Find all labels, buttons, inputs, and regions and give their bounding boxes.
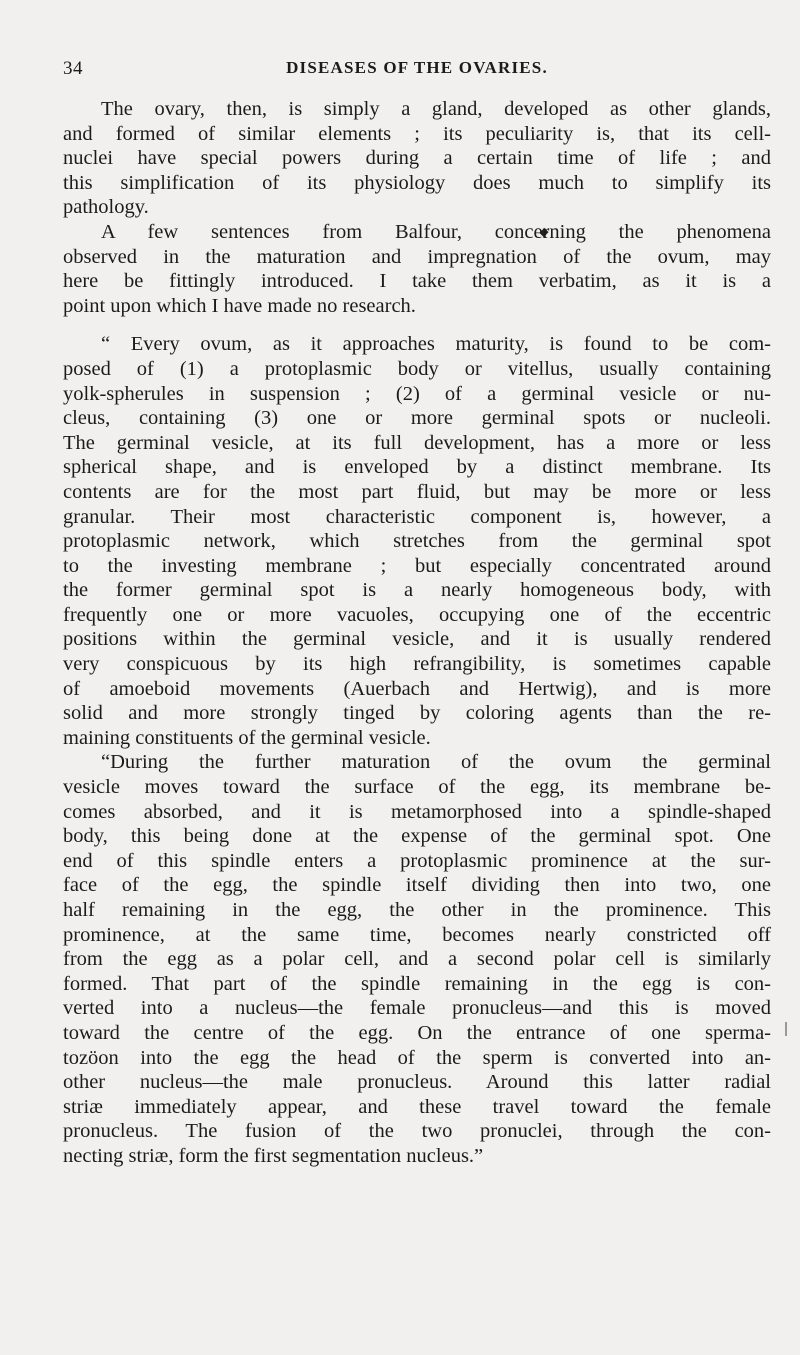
text-line: nuclei have special powers during a certain time of life ; and (63, 147, 771, 170)
paragraph-ovary-gland (63, 97, 771, 220)
text-line: The germinal vesicle, at its full development, has a more or less (63, 431, 771, 454)
body-text (63, 97, 771, 1169)
text-line: positions within the germinal vesicle, and it is usually rendered (63, 628, 771, 651)
text-line: and formed of similar elements ; its peculiarity is, that its cell- (63, 122, 771, 145)
text-line: from the egg as a polar cell, and a second polar cell is similarly (63, 948, 771, 971)
text-line: face of the egg, the spindle itself dividing then into two, one (63, 874, 771, 897)
text-line: the former germinal spot is a nearly homogeneous body, with (63, 579, 771, 602)
text-line: end of this spindle enters a protoplasmic prominence at the sur- (63, 849, 771, 872)
text-line: vesicle moves toward the surface of the egg, its membrane be- (63, 776, 771, 799)
text-line: solid and more strongly tinged by coloring agents than the re- (63, 702, 771, 725)
text-line: to the investing membrane ; but especially concentrated around (63, 554, 771, 577)
text-line: spherical shape, and is enveloped by a distinct membrane. Its (63, 456, 771, 479)
text-line: this simplification of its physiology does much to simplify its (63, 171, 771, 194)
text-line: formed. That part of the spindle remaining in the egg is con- (63, 972, 771, 995)
text-line: toward the centre of the egg. On the entrance of one sperma- (63, 1021, 771, 1044)
text-line: maining constituents of the germinal vesicle. (63, 726, 431, 749)
paragraph-quote-ovum (63, 332, 771, 750)
text-line: very conspicuous by its high refrangibility, is sometimes capable (63, 653, 771, 676)
text-line: pathology. (63, 196, 149, 219)
text-line: tozöon into the egg the head of the sperm is converted into an- (63, 1046, 771, 1069)
text-line: necting striæ, form the first segmentation nucleus.” (63, 1144, 484, 1167)
text-line: “ Every ovum, as it approaches maturity, is found to be com- (101, 333, 771, 356)
text-line: protoplasmic network, which stretches from the germinal spot (63, 530, 771, 553)
text-line: contents are for the most part fluid, but may be more or less (63, 480, 771, 503)
margin-mark (785, 1022, 787, 1036)
running-head: DISEASES OF THE OVARIES. (286, 58, 548, 77)
text-line: here be fittingly introduced. I take them verbatim, as it is a (63, 270, 771, 293)
text-line: body, this being done at the expense of the germinal spot. One (63, 825, 771, 848)
text-line: frequently one or more vacuoles, occupying one of the eccentric (63, 603, 771, 626)
text-line: “During the further maturation of the ovum the germinal (101, 751, 771, 774)
text-line: prominence, at the same time, becomes nearly constricted off (63, 923, 771, 946)
text-line: The ovary, then, is simply a gland, developed as other glands, (101, 98, 771, 120)
text-line: comes absorbed, and it is metamorphosed into a spindle-shaped (63, 800, 771, 823)
page-header (63, 58, 771, 84)
paragraph-balfour-intro (63, 220, 771, 318)
text-line: half remaining in the egg, the other in the prominence. This (63, 899, 771, 921)
text-line: of amoeboid movements (Auerbach and Hertwig), and is more (63, 677, 771, 700)
text-line: yolk-spherules in suspension ; (2) of a germinal vesicle or nu- (63, 382, 771, 405)
text-line: verted into a nucleus—the female pronucleus—and this is moved (63, 997, 771, 1020)
text-line: point upon which I have made no research. (63, 294, 416, 317)
text-line: granular. Their most characteristic component is, however, a (63, 505, 771, 528)
text-line: observed in the maturation and impregnation of the ovum, may (63, 245, 771, 268)
text-line: other nucleus—the male pronucleus. Around this latter radial (63, 1071, 771, 1094)
paragraph-quote-maturation (63, 750, 771, 1168)
page-number: 34 (63, 58, 83, 79)
text-line: cleus, containing (3) one or more germinal spots or nucleoli. (63, 407, 771, 430)
text-line: striæ immediately appear, and these travel toward the female (63, 1095, 771, 1118)
text-line: pronucleus. The fusion of the two pronuclei, through the con- (63, 1120, 771, 1143)
text-line: posed of (1) a protoplasmic body or vitellus, usually containing (63, 357, 771, 380)
text-line: A few sentences from Balfour, concerning the phenomena (101, 220, 771, 243)
